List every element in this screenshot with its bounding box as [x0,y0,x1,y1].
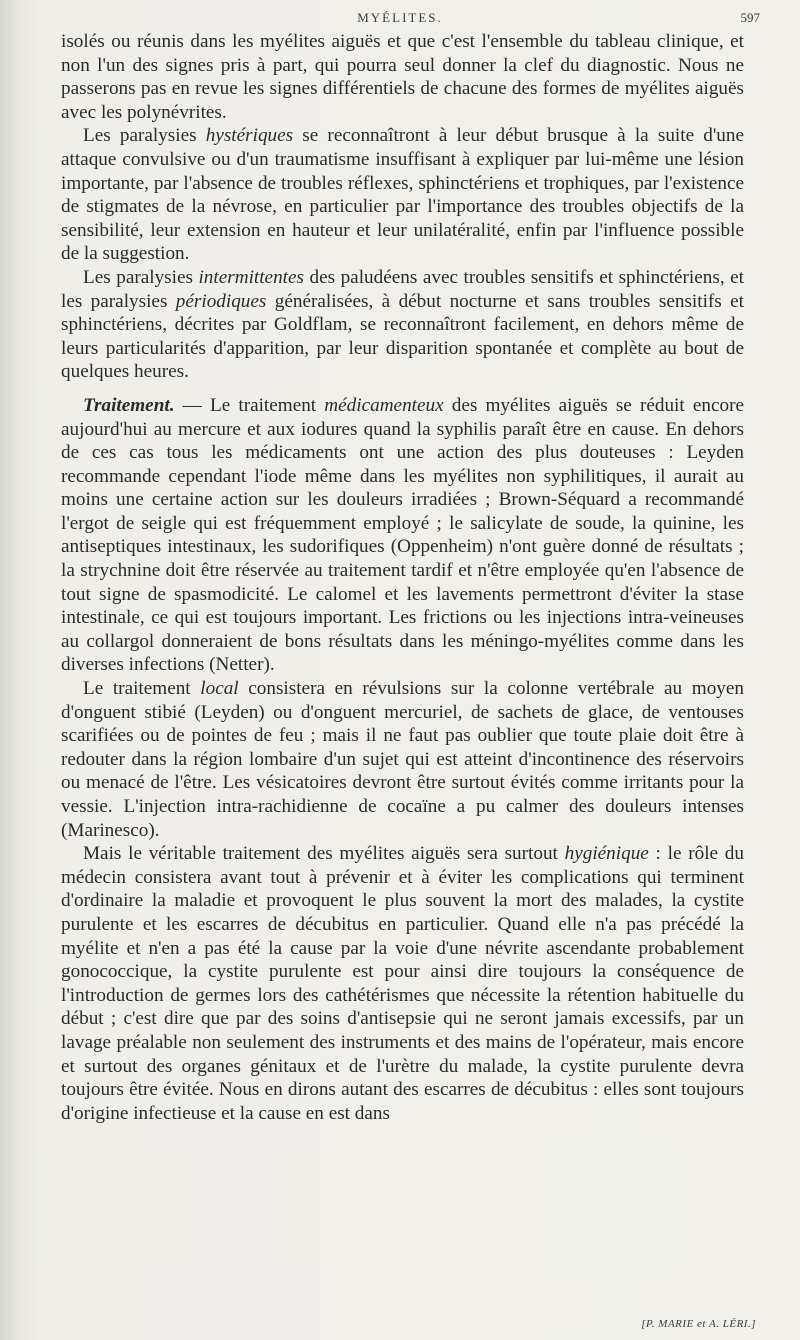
emphasis-hysteriques: hystériques [205,125,294,147]
page-header [0,6,800,28]
text-run: : le rôle du médecin consistera avant tout à prévenir et à éviter les complications qui terminent d'ordinaire la maladie et provoquent le plus souvent la mort des malades, la cystite purulente et les escarres de décubitus en particulier. Quand elle n'a pas précédé la myélite et n'en a pas été la cause par la voie d'une névrite ascendante probablement gonococcique, la cystite purulente est pour ainsi dire toujours la conséquence de l'introduction de germes lors des cathétérismes que nécessite la rétention habituelle du début ; c'est dire que par des soins d'antisepsie qui ne seront jamais excessifs, par un lavage préalable non seulement des instruments et des mains de l'opérateur, mais encore et surtout des organes génitaux et de l'urètre du malade, la cystite purulente devra toujours être évitée. Nous en dirons autant des escarres de décubitus : elles sont toujours d'origine infectieuse et la cause en est dans [61,843,744,1124]
paragraph-diagnosis-intro: isolés ou réunis dans les myélites aiguës et que c'est l'ensemble du tableau clinique, et non l'un des signes pris à part, qui pourra seul donner la clef du diagnostic. Nous ne passerons pas en revue les signes différentiels de chacune des formes de myélites aiguës avec les polynévrites. [61,31,744,123]
author-signature: [P. MARIE et A. LÉRI.] [641,1318,756,1330]
text-run: Les paralysies [83,125,206,147]
text-run: Le traitement [83,678,201,700]
emphasis-hygienique: hygiénique [564,843,649,865]
paragraph-treatment-medication [61,394,744,677]
section-heading-traitement: Traitement. [83,394,175,416]
text-run: généralisées, à début nocturne et sans troubles sensitifs et sphinctériens, décrites par Goldflam, se reconnaîtront facilement, en dehors même de leurs particularités d'apparition, par leur disparition spontanée et complète au bout de quelques heures. [61,290,744,383]
text-run: Mais le véritable traitement des myélites aiguës sera surtout [83,843,565,865]
paragraph-intermittent-paralysis [61,266,744,384]
running-title: MYÉLITES. [357,10,443,25]
paragraph-hysterical-paralysis [61,124,744,266]
page-number: 597 [740,10,760,25]
paragraph-treatment-hygienic [61,842,744,1125]
text-run: des myélites aiguës se réduit encore aujourd'hui au mercure et aux iodures quand la syphilis paraît être en cause. En dehors de ces cas tous les médicaments ont une action des plus douteuses : Leyden recommande cependant l'iode même dans les myélites non syphilitiques, il aurait au moins une certaine action sur les douleurs irradiées ; Brown-Séquard a recommandé l'ergot de seigle qui est fréquemment employé ; le salicylate de soude, la quinine, les antiseptiques intestinaux, les sudorifiques (Oppenheim) n'ont guère donné de résultats ; la strychnine doit être réservée au traitement tardif et n'être employée qu'en l'absence de tout signe de spasmodicité. Le calomel et les lavements permettront d'éviter la stase intestinale, ce qui est toujours important. Les frictions ou les injections intra-veineuses au collargol donneraient de bons résultats dans les méningo-myélites comme dans les diverses infections (Netter). [61,394,744,676]
text-run: des paludéens avec troubles sensitifs et sphinctériens, et les paralysies [61,266,744,312]
text-run: se reconnaîtront à leur début brusque à la suite d'une attaque convulsive ou d'un traumatisme insuffisant à expliquer par lui-même une lésion importante, par l'absence de troubles réflexes, sphinctériens et trophiques, par l'existence de stigmates de la névrose, en particulier par l'importance des troubles objectifs de la sensibilité, leur extension en hauteur et leur unilatéralité, enfin par l'influence possible de la suggestion. [61,125,744,265]
emphasis-intermittentes: intermittentes [198,266,304,288]
emphasis-local: local [200,678,239,700]
text-run: — Le traitement [174,394,325,416]
emphasis-medicamenteux: médicamenteux [324,394,444,416]
emphasis-periodiques: périodiques [175,290,267,312]
body-text [61,30,744,1125]
paragraph-treatment-local [61,677,744,842]
text-run: Les paralysies [83,266,199,288]
text-run: consistera en révulsions sur la colonne vertébrale au moyen d'onguent stibié (Leyden) ou d'onguent mercuriel, de sachets de glace, de ventouses scarifiées ou de pointes de feu ; mais il ne faut pas oublier que toute plaie doit être à redouter dans la région lombaire d'un sujet qui est atteint d'incontinence des réservoirs ou menacé de l'être. Les vésicatoires devront être surtout évités comme irritants pour la vessie. L'injection intra-rachidienne de cocaïne a pu calmer des douleurs intenses (Marinesco). [61,678,744,841]
